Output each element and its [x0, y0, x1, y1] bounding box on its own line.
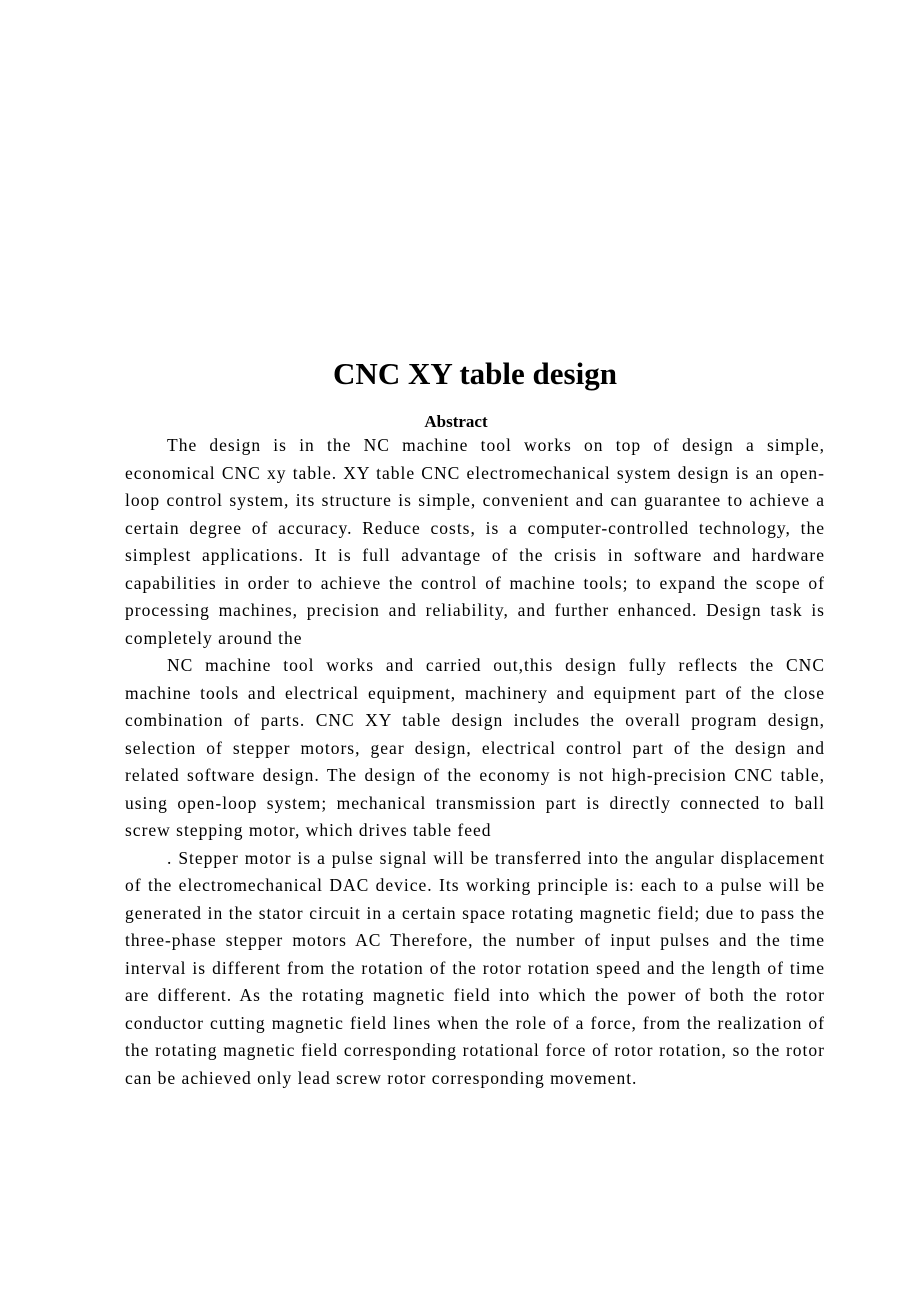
- abstract-heading: Abstract: [424, 412, 488, 431]
- abstract-paragraph-1: The design is in the NC machine tool works on top of design a simple, economical CNC xy table. XY table CNC electromechanical system design is an open-loop control system, its structure is simple, convenient and can guarantee to achieve a certain degree of accuracy. Reduce costs, is a computer-controlled technology, the simplest applications. It is full advantage of the crisis in software and hardware capabilities in order to achieve the control of machine tools; to expand the scope of processing machines, precision and reliability, and further enhanced. Design task is completely around the: [125, 435, 825, 648]
- abstract-paragraph-3: . Stepper motor is a pulse signal will be transferred into the angular displacement of the electromechanical DAC device. Its working principle is: each to a pulse will be generated in the stator circuit in a certain space rotating magnetic field; due to pass the three-phase stepper motors AC Therefore, the number of input pulses and the time interval is different from the rotation of the rotor rotation speed and the length of time are different. As the rotating magnetic field into which the power of both the rotor conductor cutting magnetic field lines when the role of a force, from the realization of the rotating magnetic field corresponding rotational force of rotor rotation, so the rotor can be achieved only lead screw rotor corresponding movement.: [125, 847, 825, 1088]
- document-title: CNC XY table design: [333, 356, 617, 391]
- abstract-paragraph-2: NC machine tool works and carried out,this design fully reflects the CNC machine tools and electrical equipment, machinery and equipment part of the close combination of parts. CNC XY table design includes the overall program design, selection of stepper motors, gear design, electrical control part of the design and related software design. The design of the economy is not high-precision CNC table, using open-loop system; mechanical transmission part is directly connected to ball screw stepping motor, which drives table feed: [125, 655, 825, 840]
- abstract-body: [125, 432, 825, 1092]
